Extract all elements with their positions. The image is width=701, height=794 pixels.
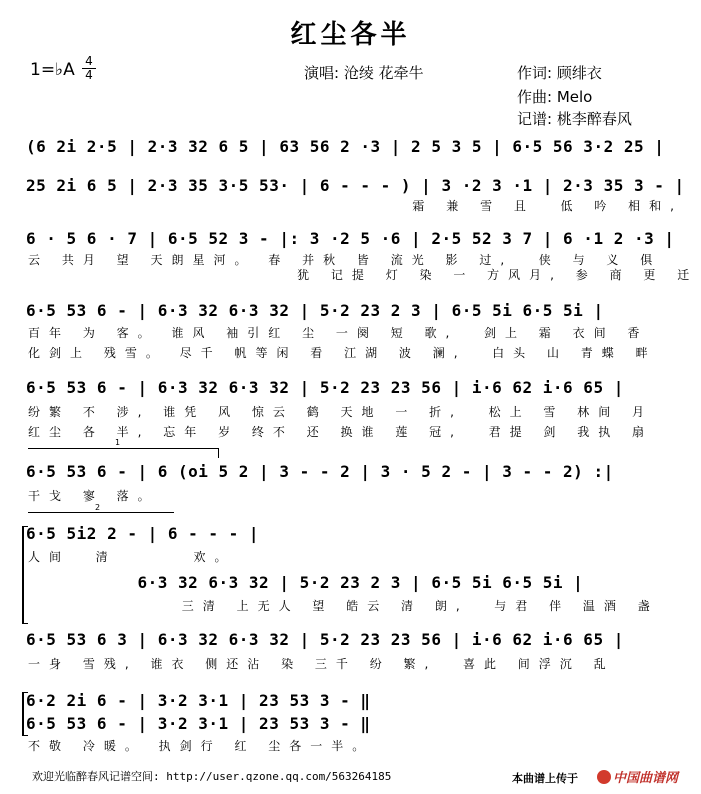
composer-credit: 作曲: Melo — [517, 88, 593, 106]
score-row-4: 6·5 53 6 - | 6·3 32 6·3 32 | 5·2 23 2 3 | 6·5 5i 6·5 5i | — [26, 301, 604, 320]
key-signature: 1=♭A — [30, 60, 75, 80]
transcriber-credit: 记谱: 桃李醉春风 — [517, 110, 632, 128]
lyrics-line-8: 干戈 寥 落。 — [28, 489, 159, 503]
score-row-7: 6·5 5i2 2 - | 6 - - - | — [26, 524, 260, 543]
lyrics-line-12: 不敬 冷暖。 执剑行 红 尘各一半。 — [28, 739, 374, 753]
lyrics-line-3: 犹 记提 灯 染 一 方风月, 参 商 更 迁 — [28, 268, 699, 282]
score-row-1: (6 2i 2·5 | 2·3 32 6 5 | 63 56 2 ·3 | 2 5 3 5 | 6·5 56 3·2 25 | — [26, 137, 665, 156]
score-row-8: 6·3 32 6·3 32 | 5·2 23 2 3 | 6·5 5i 6·5 5i | — [26, 573, 584, 592]
lyrics-line-2: 云 共月 望 天朗星河。 春 并秋 皆 流光 影 过, 侠 与 义 俱 — [28, 253, 662, 267]
volta-1-line — [28, 448, 218, 449]
site-logo-text: 中国曲谱网 — [613, 771, 679, 786]
lyrics-line-1: 霜 兼 雪 且 低 吟 相和, — [28, 199, 683, 213]
footer-note: 欢迎光临醉春风记谱空间: http://user.qzone.qq.com/563264185 — [32, 770, 392, 783]
singers-credit: 演唱: 沧绫 花牵牛 — [304, 64, 424, 82]
meter-top: 4 — [85, 54, 93, 68]
score-row-10a: 6·2 2i 6 - | 3·2 3·1 | 23 53 3 - ‖ — [26, 691, 371, 710]
lyricist-credit: 作词: 顾绯衣 — [517, 64, 602, 82]
volta-2-line — [28, 512, 174, 513]
system-bracket-1 — [22, 526, 28, 624]
score-row-9: 6·5 53 6 3 | 6·3 32 6·3 32 | 5·2 23 23 56 | i·6 62 i·6 65 | — [26, 630, 624, 649]
volta-1-end — [218, 448, 219, 458]
site-logo — [597, 767, 678, 786]
lyrics-line-6: 纷繁 不 涉, 谁凭 风 惊云 鹤 天地 一 折, 松上 雪 林间 月 — [28, 405, 654, 419]
time-signature — [82, 56, 96, 81]
lyrics-line-7: 红尘 各 半, 忘年 岁 终不 还 换谁 莲 冠, 君提 剑 我执 扇 — [28, 425, 654, 439]
lyrics-line-5: 化剑上 残雪。 尽千 帆等闲 看 江湖 波 澜, 白头 山 青蝶 畔 — [28, 346, 657, 360]
logo-mark-icon — [597, 770, 611, 784]
volta-1-label: 1 — [115, 438, 121, 447]
song-title: 红尘各半 — [290, 20, 411, 50]
meter-bottom: 4 — [85, 68, 93, 82]
lyrics-line-11: 一身 雪残, 谁衣 侧还沾 染 三千 纷 繁, 喜此 间浮沉 乱 — [28, 657, 615, 671]
lyrics-line-4: 百年 为 客。 谁风 袖引红 尘 一阕 短 歌, 剑上 霜 衣间 香 — [28, 326, 649, 340]
lyrics-line-9: 人间 清 欢。 — [28, 550, 236, 564]
score-row-3: 6 · 5 6 · 7 | 6·5 52 3 - |: 3 ·2 5 ·6 | 2·5 52 3 7 | 6 ·1 2 ·3 | — [26, 229, 675, 248]
score-row-2: 25 2i 6 5 | 2·3 35 3·5 53· | 6 - - - ) | 3 ·2 3 ·1 | 2·3 35 3 - | — [26, 176, 685, 195]
volta-2-label: 2 — [95, 503, 101, 512]
score-row-5: 6·5 53 6 - | 6·3 32 6·3 32 | 5·2 23 23 56 | i·6 62 i·6 65 | — [26, 378, 624, 397]
score-row-6: 6·5 53 6 - | 6 (oi 5 2 | 3 - - 2 | 3 · 5 2 - | 3 - - 2) :| — [26, 462, 614, 481]
system-bracket-2 — [22, 692, 28, 736]
lyrics-line-10: 三清 上无人 望 皓云 清 朗, 与君 伴 温酒 盏 — [28, 599, 659, 613]
upload-note: 本曲谱上传于 — [512, 772, 578, 785]
score-row-10b: 6·5 53 6 - | 3·2 3·1 | 23 53 3 - ‖ — [26, 714, 371, 733]
